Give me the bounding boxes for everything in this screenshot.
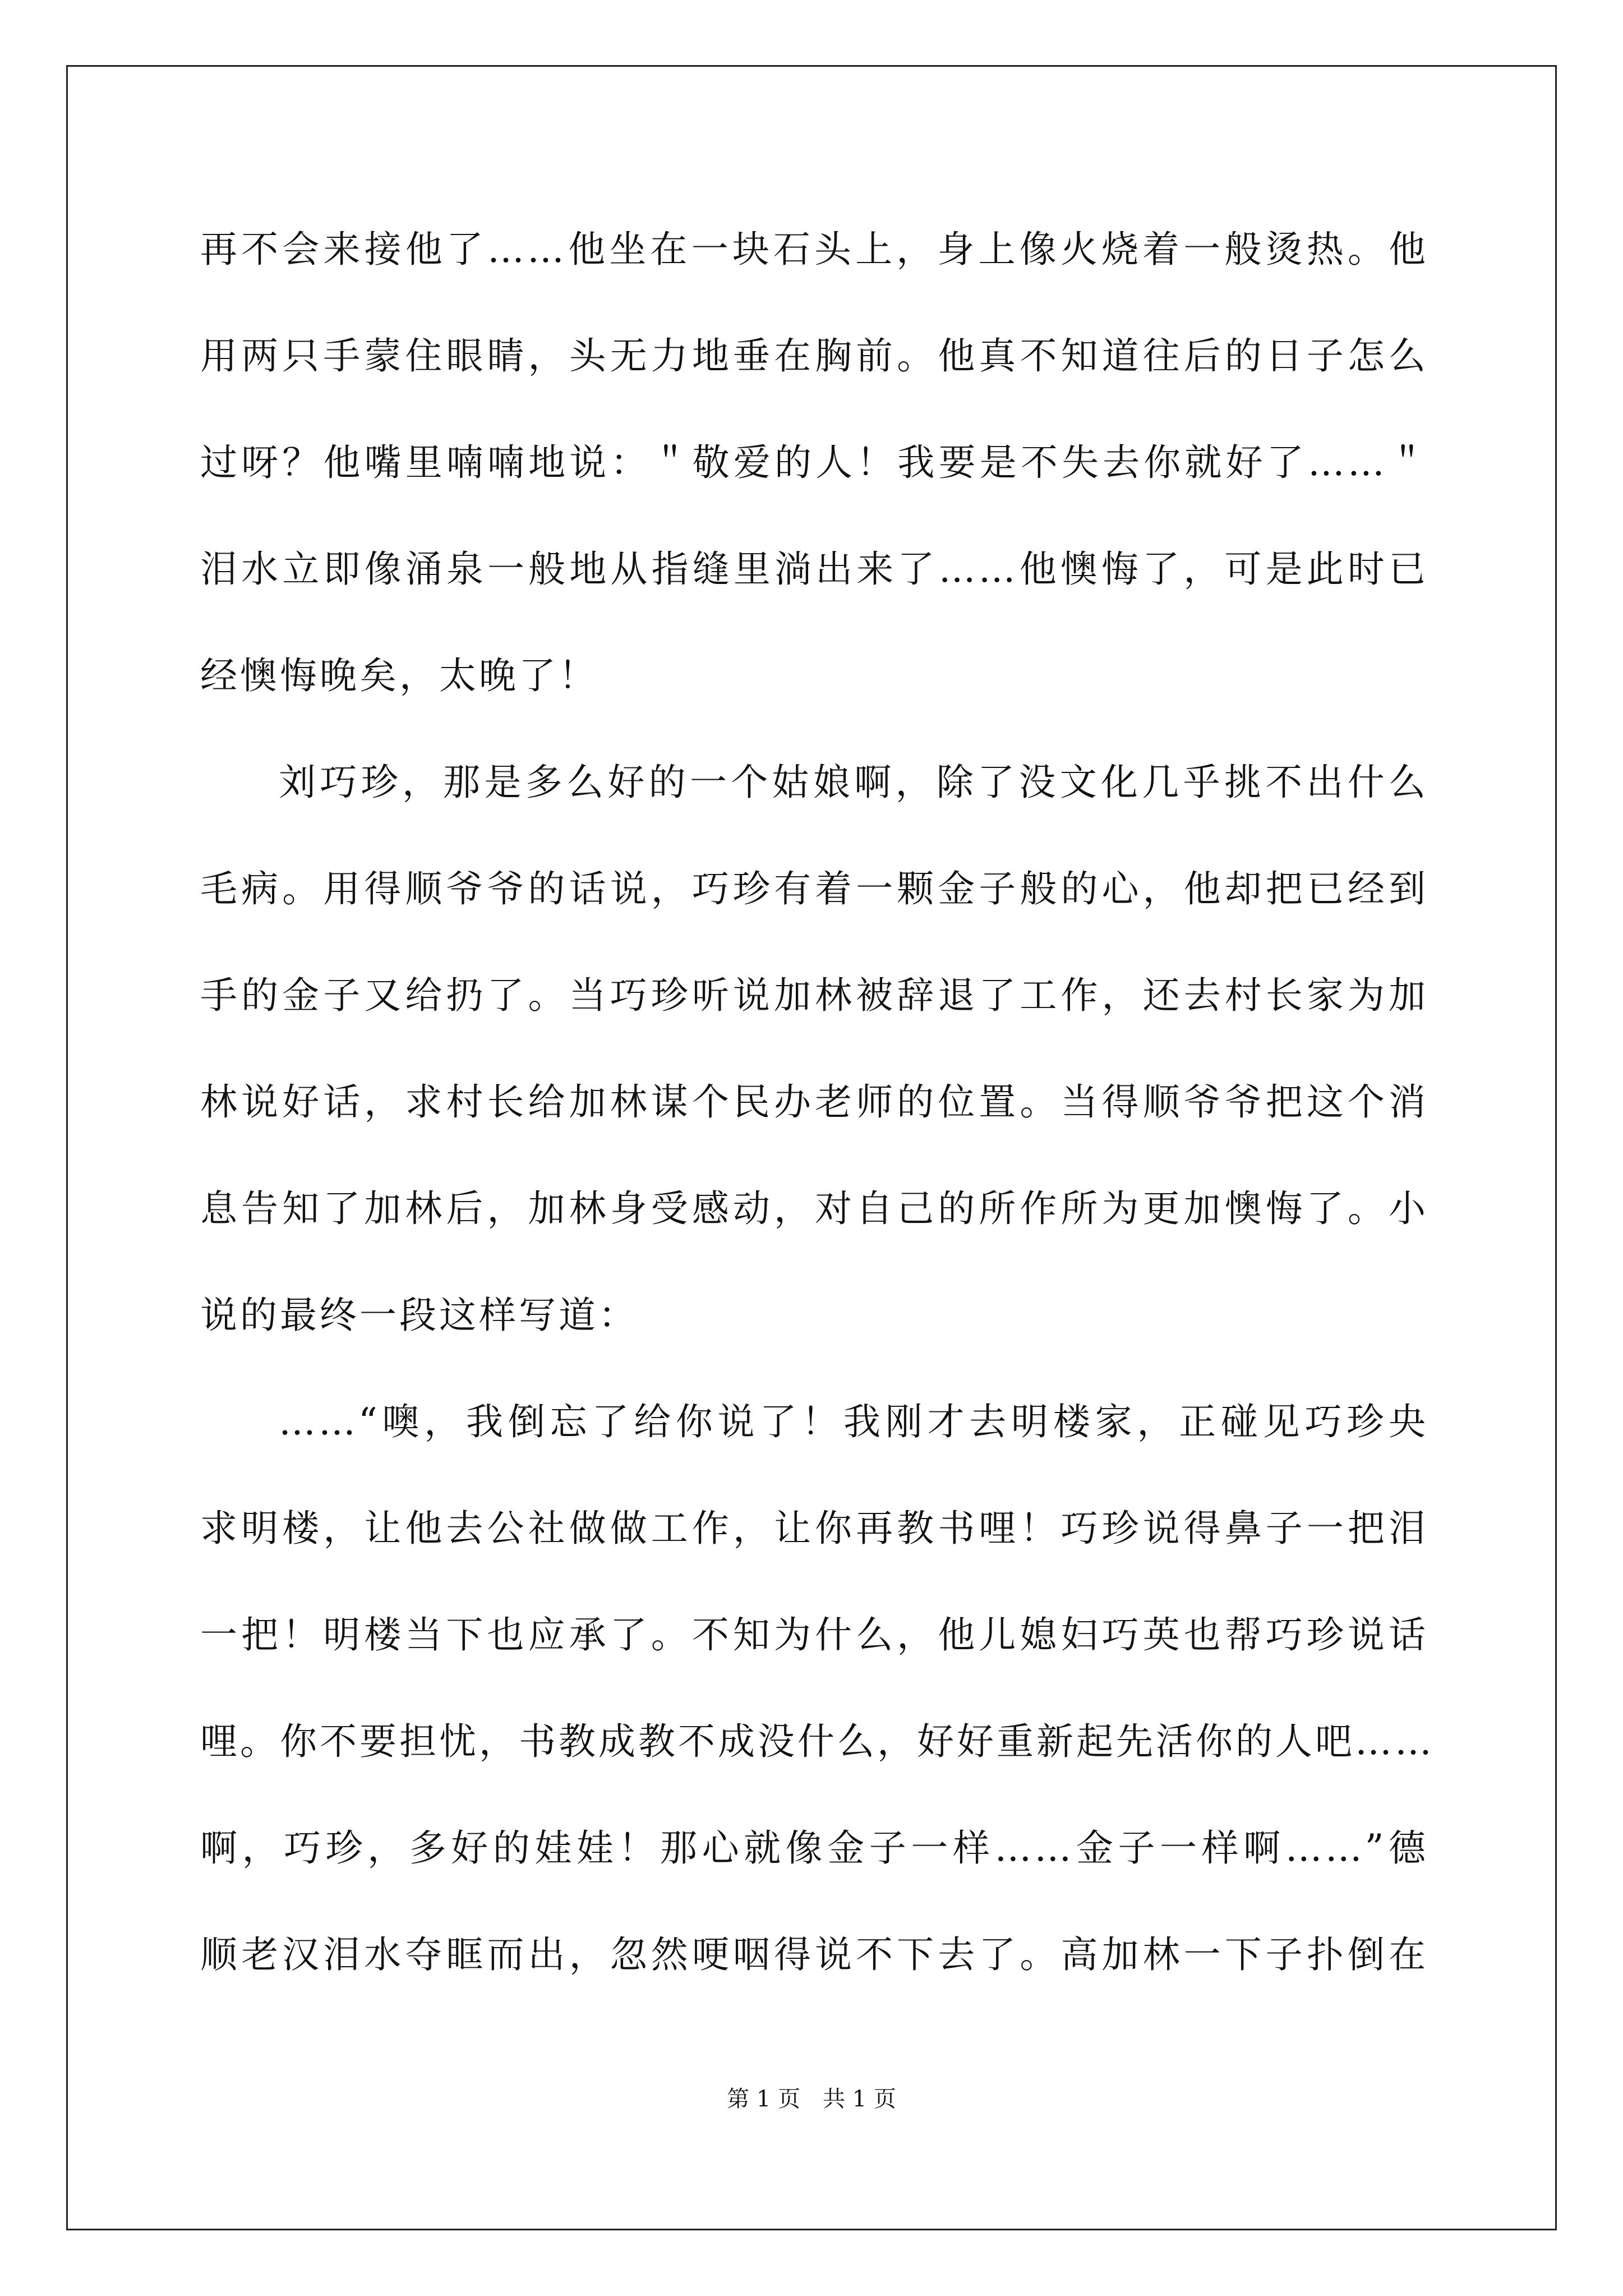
text-line: 用两只手蒙住眼睛，头无力地垂在胸前。他真不知道往后的日子怎么 bbox=[200, 334, 1428, 378]
text-line: 说的最终一段这样写道： bbox=[200, 1294, 638, 1337]
text-line: 过呀？他嘴里喃喃地说：＂敬爱的人！我要是不失去你就好了……＂ bbox=[200, 441, 1428, 484]
text-line: 林说好话，求村长给加林谋个民办老师的位置。当得顺爷爷把这个消 bbox=[200, 1080, 1428, 1124]
text-line: 一把！明楼当下也应承了。不知为什么，他儿媳妇巧英也帮巧珍说话 bbox=[200, 1613, 1428, 1657]
text-line: 经懊悔晚矣，太晚了！ bbox=[200, 654, 598, 697]
text-line: 毛病。用得顺爷爷的话说，巧珍有着一颗金子般的心，他却把已经到 bbox=[200, 867, 1428, 910]
paragraph-first-line: ……“噢，我倒忘了给你说了！我刚才去明楼家，正碰见巧珍央 bbox=[279, 1400, 1428, 1443]
text-line: 顺老汉泪水夺眶而出，忽然哽咽得说不下去了。高加林一下子扑倒在 bbox=[200, 1933, 1428, 1976]
text-line: 泪水立即像涌泉一般地从指缝里淌出来了……他懊悔了，可是此时已 bbox=[200, 547, 1428, 591]
text-line: 啊，巧珍，多好的娃娃！那心就像金子一样……金子一样啊……”德 bbox=[200, 1826, 1428, 1870]
text-line: 哩。你不要担忧，书教成教不成没什么，好好重新起先活你的人吧…… bbox=[200, 1720, 1435, 1763]
paragraph-first-line: 刘巧珍，那是多么好的一个姑娘啊，除了没文化几乎挑不出什么 bbox=[279, 761, 1428, 804]
text-line: 息告知了加林后，加林身受感动，对自己的所作所为更加懊悔了。小 bbox=[200, 1187, 1428, 1230]
page-number-footer: 第 1 页 共 1 页 bbox=[727, 2086, 896, 2112]
text-line: 求明楼，让他去公社做做工作，让你再教书哩！巧珍说得鼻子一把泪 bbox=[200, 1507, 1428, 1550]
document-body bbox=[200, 213, 1435, 2025]
text-line: 再不会来接他了……他坐在一块石头上，身上像火烧着一般烫热。他 bbox=[200, 228, 1428, 271]
text-line: 手的金子又给扔了。当巧珍听说加林被辞退了工作，还去村长家为加 bbox=[200, 974, 1428, 1017]
